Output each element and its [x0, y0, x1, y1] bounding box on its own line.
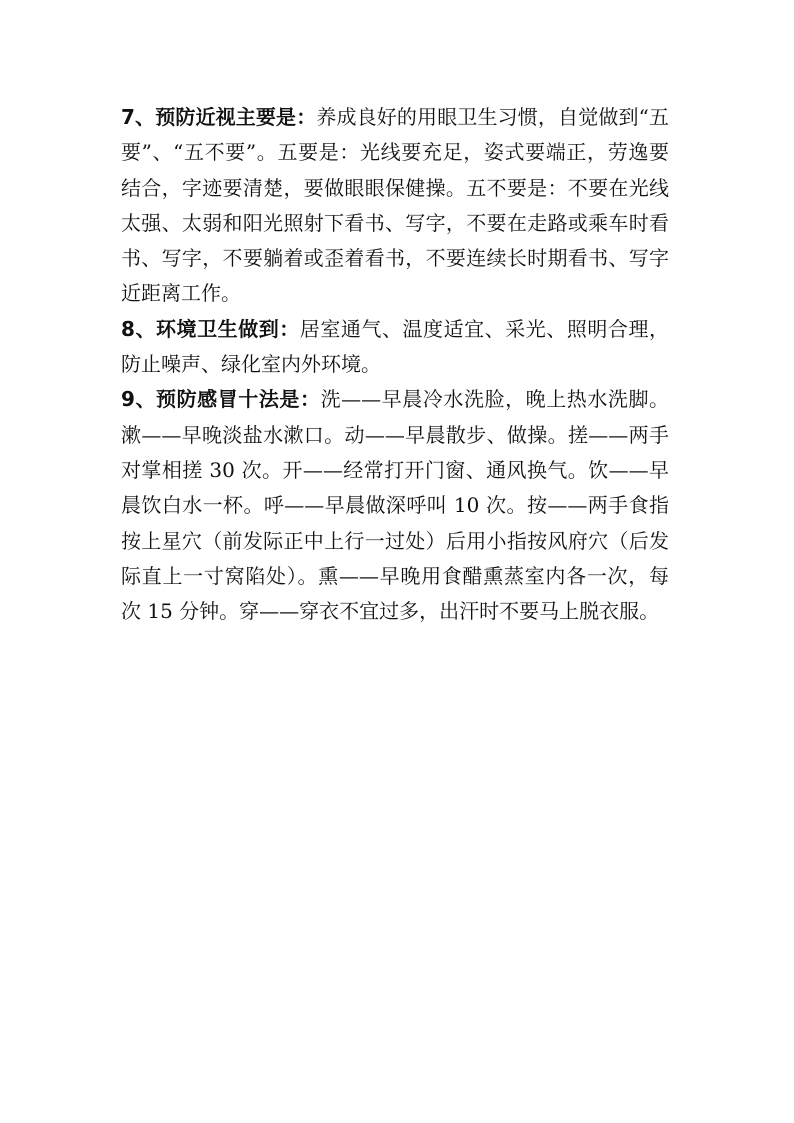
section-environment-hygiene	[121, 312, 669, 383]
section-heading: 8、环境卫生做到：	[121, 316, 300, 341]
section-text: 洗——早晨冷水洗脸，晚上热水洗脚。漱——早晚淡盐水漱口。动——早晨散步、做操。搓——两手对掌相搓 30 次。开——经常打开门窗、通风换气。饮——早晨饮白水一杯。呼——早晨做深呼叫 10 次。按——两手食指按上星穴（前发际正中上行一过处）后用小指按风府穴（后发际直上一寸窝陷处）。熏——早晚用食醋熏蒸室内各一次，每次 15 分钟。穿——穿衣不宜过多，出汗时不要马上脱衣服。	[121, 387, 670, 624]
section-heading: 9、预防感冒十法是：	[121, 387, 321, 412]
document-body	[121, 100, 669, 629]
section-text: 居室通气、温度适宜、采光、照明合理，防止噪声、绿化室内外环境。	[121, 316, 670, 377]
section-text: 养成良好的用眼卫生习惯，自觉做到“五要”、“五不要”。五要是：光线要充足，姿式要端正，劳逸要结合，字迹要清楚，要做眼眼保健操。五不要是：不要在光线太强、太弱和阳光照射下看书、写字，不要在走路或乘车时看书、写字，不要躺着或歪着看书，不要连续长时期看书、写字近距离工作。	[121, 105, 669, 306]
section-cold-prevention	[121, 382, 669, 629]
section-heading: 7、预防近视主要是：	[121, 105, 317, 129]
section-myopia-prevention	[121, 100, 669, 312]
